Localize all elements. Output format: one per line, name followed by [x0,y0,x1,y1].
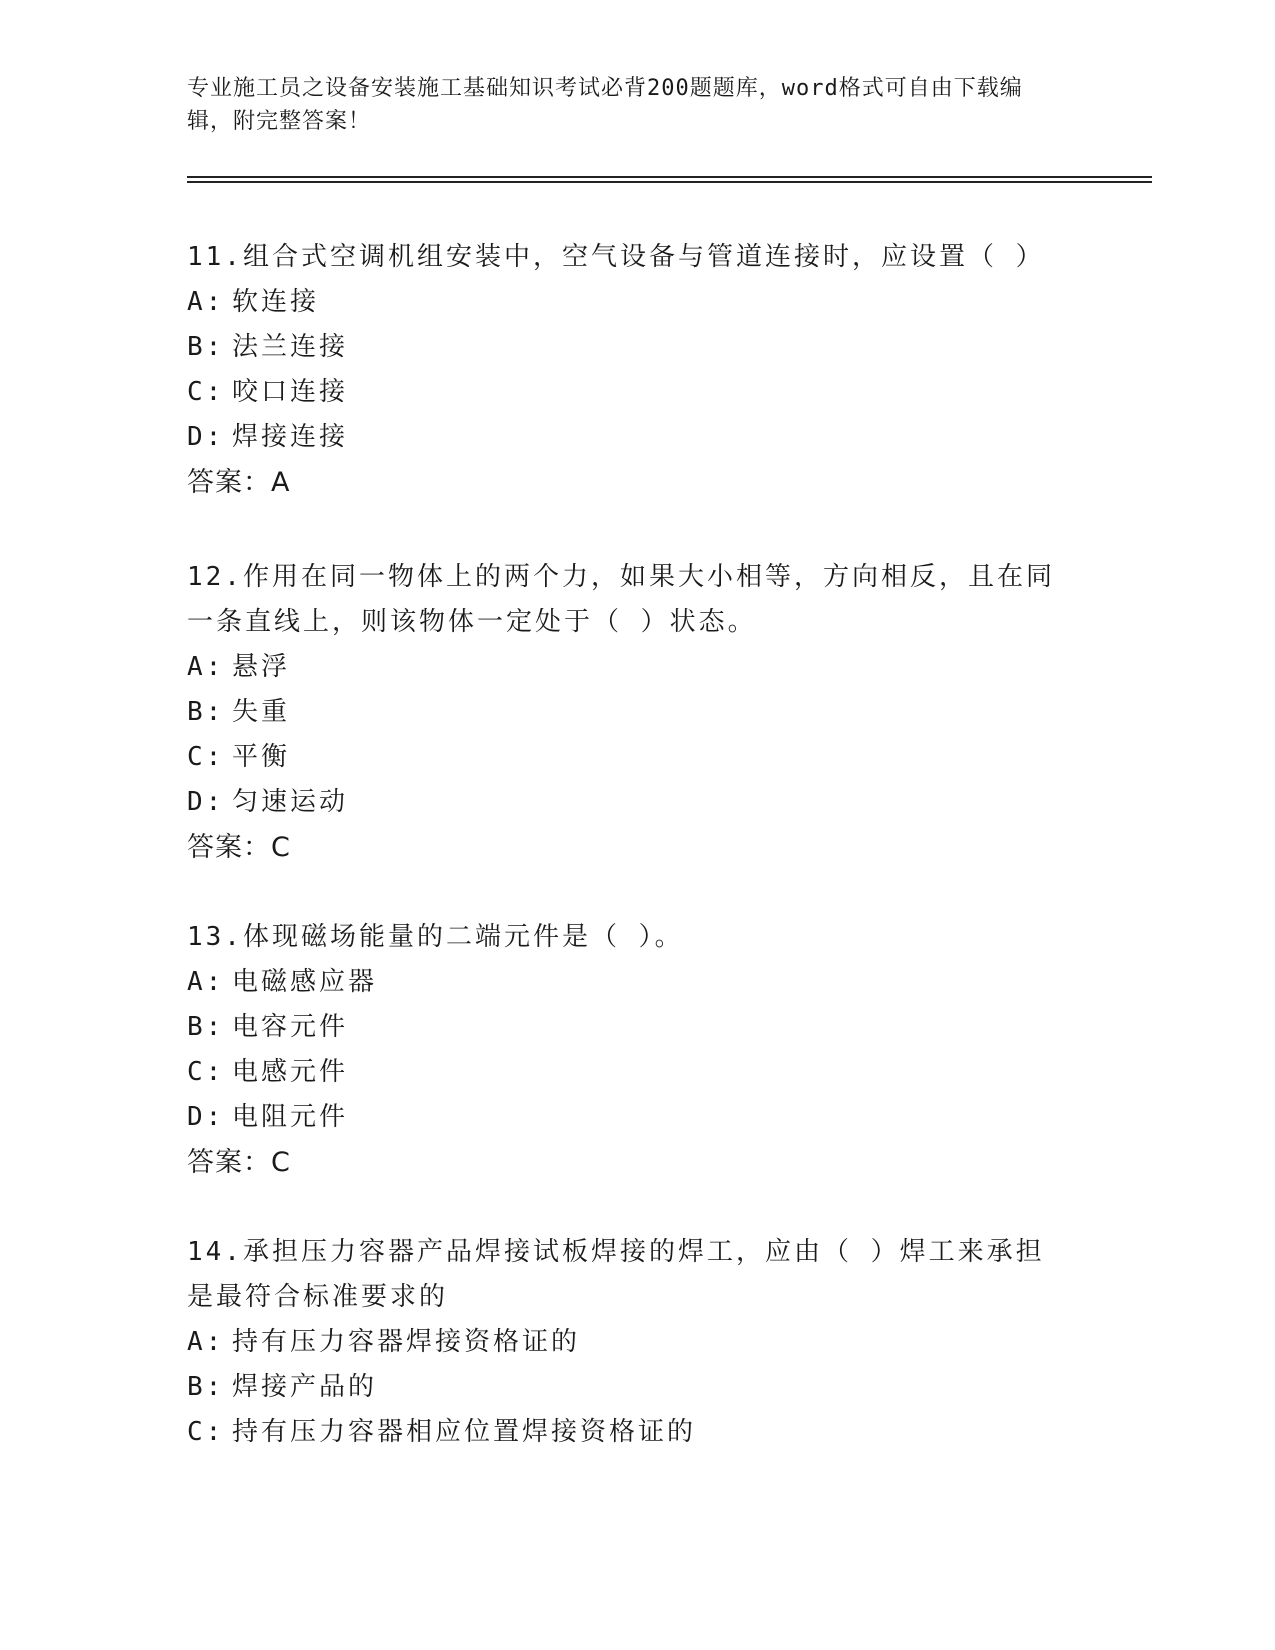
answer-line: 答案：C [187,832,291,863]
option-text: 持有压力容器焊接资格证的 [232,1327,581,1357]
option-c [187,1050,1147,1095]
header-divider [187,176,1152,183]
option-key: A: [187,967,225,997]
divider-line-bottom [187,181,1152,183]
option-key: B: [187,1372,225,1402]
option-text: 咬口连接 [232,377,349,407]
question-text: 14.承担压力容器产品焊接试板焊接的焊工，应由（ ）焊工来承担是最符合标准要求的 [187,1237,1045,1312]
question-14 [187,1230,1147,1455]
option-key: A: [187,287,225,317]
question-13 [187,915,1147,1185]
document-page [187,72,1147,1455]
option-key: D: [187,1102,225,1132]
option-key: A: [187,1327,225,1357]
option-c [187,735,1147,780]
option-key: C: [187,377,225,407]
option-text: 焊接连接 [232,422,349,452]
option-d [187,1095,1147,1140]
question-12 [187,555,1147,870]
document-header: 专业施工员之设备安装施工基础知识考试必背200题题库，word格式可自由下载编辑，附完整答案！ [187,76,1023,134]
option-a [187,645,1147,690]
option-key: B: [187,1012,225,1042]
option-a [187,1320,1147,1365]
option-text: 失重 [232,697,291,727]
option-b [187,1365,1147,1410]
option-text: 法兰连接 [232,332,349,362]
option-c [187,1410,1147,1455]
question-text: 11.组合式空调机组安装中，空气设备与管道连接时，应设置（ ） [187,242,1045,272]
option-text: 持有压力容器相应位置焊接资格证的 [232,1417,697,1447]
option-b [187,690,1147,735]
option-text: 焊接产品的 [232,1372,378,1402]
option-key: B: [187,332,225,362]
option-key: A: [187,652,225,682]
question-text: 12.作用在同一物体上的两个力，如果大小相等，方向相反，且在同一条直线上，则该物体一定处于（ ）状态。 [187,562,1055,637]
option-key: C: [187,1057,225,1087]
answer-line: 答案：A [187,467,291,498]
question-text: 13.体现磁场能量的二端元件是（ ）。 [187,922,684,952]
option-text: 电容元件 [232,1012,349,1042]
option-text: 电阻元件 [232,1102,349,1132]
option-d [187,780,1147,825]
option-text: 电感元件 [232,1057,349,1087]
option-text: 软连接 [232,287,320,317]
option-a [187,280,1147,325]
option-b [187,325,1147,370]
option-key: B: [187,697,225,727]
option-key: D: [187,422,225,452]
option-c [187,370,1147,415]
option-text: 电磁感应器 [232,967,378,997]
option-text: 平衡 [232,742,291,772]
option-a [187,960,1147,1005]
divider-line-top [187,176,1152,178]
option-key: C: [187,742,225,772]
option-key: C: [187,1417,225,1447]
answer-line: 答案：C [187,1147,291,1178]
option-d [187,415,1147,460]
question-11 [187,235,1147,505]
option-text: 悬浮 [232,652,291,682]
option-b [187,1005,1147,1050]
option-text: 匀速运动 [232,787,349,817]
option-key: D: [187,787,225,817]
